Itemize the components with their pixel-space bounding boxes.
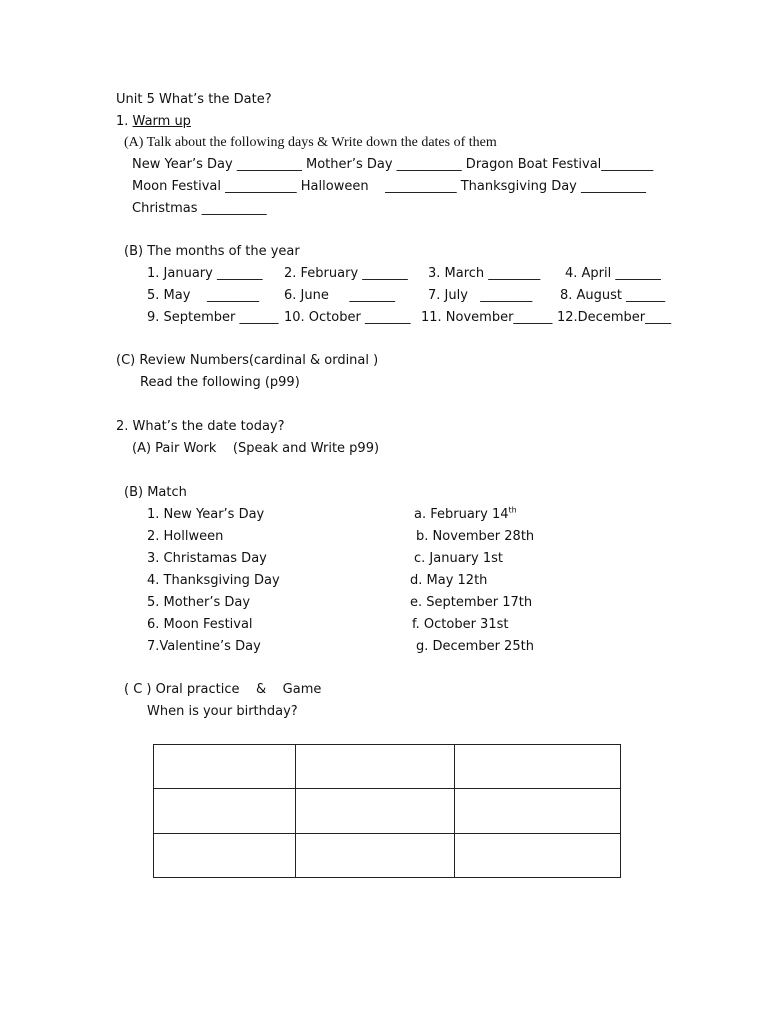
month-item: 6. June _______	[284, 288, 396, 303]
table-cell[interactable]	[154, 789, 296, 833]
match-right-item: d. May 12th	[410, 573, 488, 588]
ordinal-suffix: th	[508, 505, 517, 515]
table-row	[154, 789, 621, 833]
birthday-table	[153, 744, 621, 878]
table-cell[interactable]	[295, 745, 455, 789]
table-cell[interactable]	[295, 833, 455, 877]
birthday-question: When is your birthday?	[147, 704, 298, 719]
match-left-item: 5. Mother’s Day	[147, 595, 251, 610]
table-cell[interactable]	[295, 789, 455, 833]
table-cell[interactable]	[154, 745, 296, 789]
part-b-heading: (B) The months of the year	[124, 244, 300, 259]
part-a-instruction: (A) Talk about the following days & Write down the dates of them	[124, 135, 497, 150]
match-right-item: b. November 28th	[416, 529, 535, 544]
oral-practice-heading: ( C ) Oral practice & Game	[124, 682, 322, 697]
table-cell[interactable]	[455, 833, 621, 877]
match-right-item: e. September 17th	[410, 595, 533, 610]
table-cell[interactable]	[455, 789, 621, 833]
section-1-heading	[116, 113, 191, 131]
month-item: 2. February _______	[284, 266, 408, 281]
match-right-item: c. January 1st	[414, 551, 503, 566]
match-left-item: 2. Hollween	[147, 529, 224, 544]
table-cell[interactable]	[455, 745, 621, 789]
month-item: 8. August ______	[560, 288, 666, 303]
match-left-item: 6. Moon Festival	[147, 617, 253, 632]
match-right-item: g. December 25th	[416, 639, 534, 654]
part-c-text: Read the following (p99)	[140, 375, 300, 390]
match-left-item: 3. Christamas Day	[147, 551, 267, 566]
section-2-heading: 2. What’s the date today?	[116, 419, 285, 434]
table-cell[interactable]	[154, 833, 296, 877]
holiday-line-3: Christmas __________	[132, 201, 267, 216]
month-item: 9. September ______	[147, 310, 279, 325]
page-title: Unit 5 What’s the Date?	[116, 92, 272, 107]
match-left-item: 1. New Year’s Day	[147, 507, 265, 522]
month-item: 5. May ________	[147, 288, 259, 303]
month-item: 4. April _______	[565, 266, 661, 281]
part-c-heading: (C) Review Numbers(cardinal & ordinal )	[116, 353, 379, 368]
match-left-item: 4. Thanksgiving Day	[147, 573, 280, 588]
month-item: 7. July ________	[428, 288, 533, 303]
month-item: 11. November______	[421, 310, 553, 325]
holiday-line-1: New Year’s Day __________ Mother’s Day __________ Dragon Boat Festival________	[132, 157, 654, 172]
holiday-line-2: Moon Festival ___________ Halloween ___________ Thanksgiving Day __________	[132, 179, 647, 194]
month-item: 12.December____	[557, 310, 672, 325]
warm-up-title: Warm up	[132, 114, 191, 129]
pair-work-line: (A) Pair Work (Speak and Write p99)	[132, 441, 380, 456]
table-row	[154, 745, 621, 789]
match-right-item	[414, 506, 517, 524]
section-1-number: 1.	[116, 114, 129, 129]
month-item: 3. March ________	[428, 266, 541, 281]
match-heading: (B) Match	[124, 485, 187, 500]
month-item: 1. January _______	[147, 266, 263, 281]
match-right-first-text: a. February 14	[414, 507, 509, 522]
month-item: 10. October _______	[284, 310, 411, 325]
match-right-item: f. October 31st	[412, 617, 509, 632]
match-left-item: 7.Valentine’s Day	[147, 639, 261, 654]
table-row	[154, 833, 621, 877]
